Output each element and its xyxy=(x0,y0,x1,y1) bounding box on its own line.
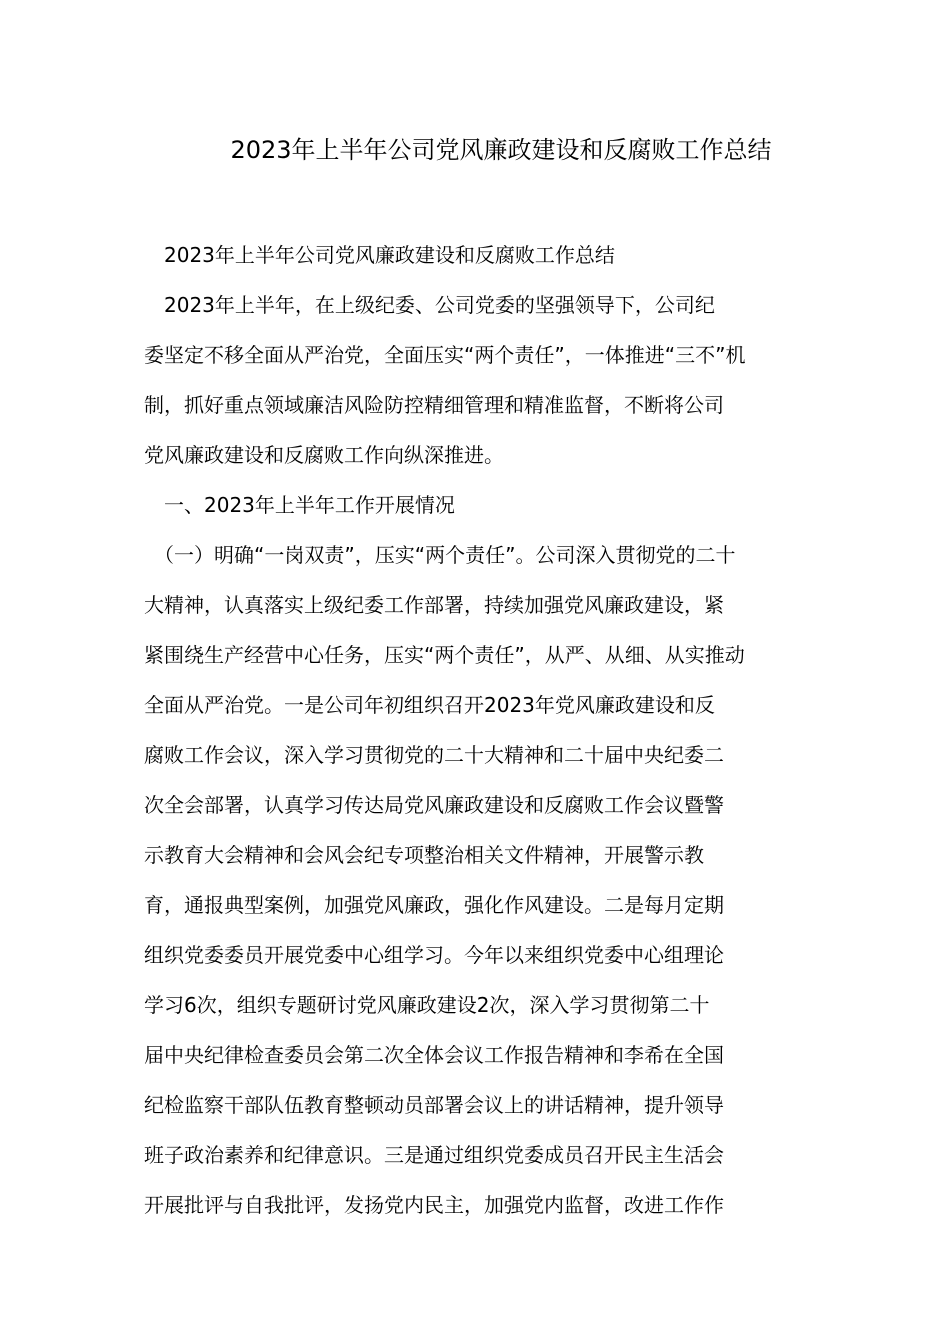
body-line: 次全会部署，认真学习传达局党风廉政建设和反腐败工作会议暨警 xyxy=(144,793,724,817)
document-body xyxy=(144,230,806,1230)
body-line: 班子政治素养和纪律意识。三是通过组织党委成员召开民主生活会 xyxy=(144,1143,724,1167)
body-line: 紧围绕生产经营中心任务，压实“两个责任”，从严、从细、从实推动 xyxy=(144,643,745,667)
body-line: 委坚定不移全面从严治党，全面压实“两个责任”，一体推进“三不”机 xyxy=(144,343,746,367)
body-line: 开展批评与自我批评，发扬党内民主，加强党内监督，改进工作作 xyxy=(144,1193,724,1217)
body-line: 届中央纪律检查委员会第二次全体会议工作报告精神和李希在全国 xyxy=(144,1043,724,1067)
body-line: 2023年上半年公司党风廉政建设和反腐败工作总结 xyxy=(144,243,615,267)
body-line: 全面从严治党。一是公司年初组织召开2023年党风廉政建设和反 xyxy=(144,693,715,717)
body-line: 党风廉政建设和反腐败工作向纵深推进。 xyxy=(144,443,504,467)
body-line: 学习6次，组织专题研讨党风廉政建设2次，深入学习贯彻第二十 xyxy=(144,993,710,1017)
document-title: 2023年上半年公司党风廉政建设和反腐败工作总结 xyxy=(230,136,772,164)
body-line: 一、2023年上半年工作开展情况 xyxy=(144,493,455,517)
body-line: 2023年上半年，在上级纪委、公司党委的坚强领导下，公司纪 xyxy=(144,293,715,317)
body-line: 腐败工作会议，深入学习贯彻党的二十大精神和二十届中央纪委二 xyxy=(144,743,724,767)
body-line: 组织党委委员开展党委中心组学习。今年以来组织党委中心组理论 xyxy=(144,943,724,967)
body-line: 育，通报典型案例，加强党风廉政，强化作风建设。二是每月定期 xyxy=(144,893,724,917)
body-line: 示教育大会精神和会风会纪专项整治相关文件精神，开展警示教 xyxy=(144,843,704,867)
body-line: 制，抓好重点领域廉洁风险防控精细管理和精准监督，不断将公司 xyxy=(144,393,724,417)
body-line: 纪检监察干部队伍教育整顿动员部署会议上的讲话精神，提升领导 xyxy=(144,1093,724,1117)
body-line: （一）明确“一岗双责”，压实“两个责任”。公司深入贯彻党的二十 xyxy=(144,543,736,567)
body-line: 大精神，认真落实上级纪委工作部署，持续加强党风廉政建设，紧 xyxy=(144,593,724,617)
